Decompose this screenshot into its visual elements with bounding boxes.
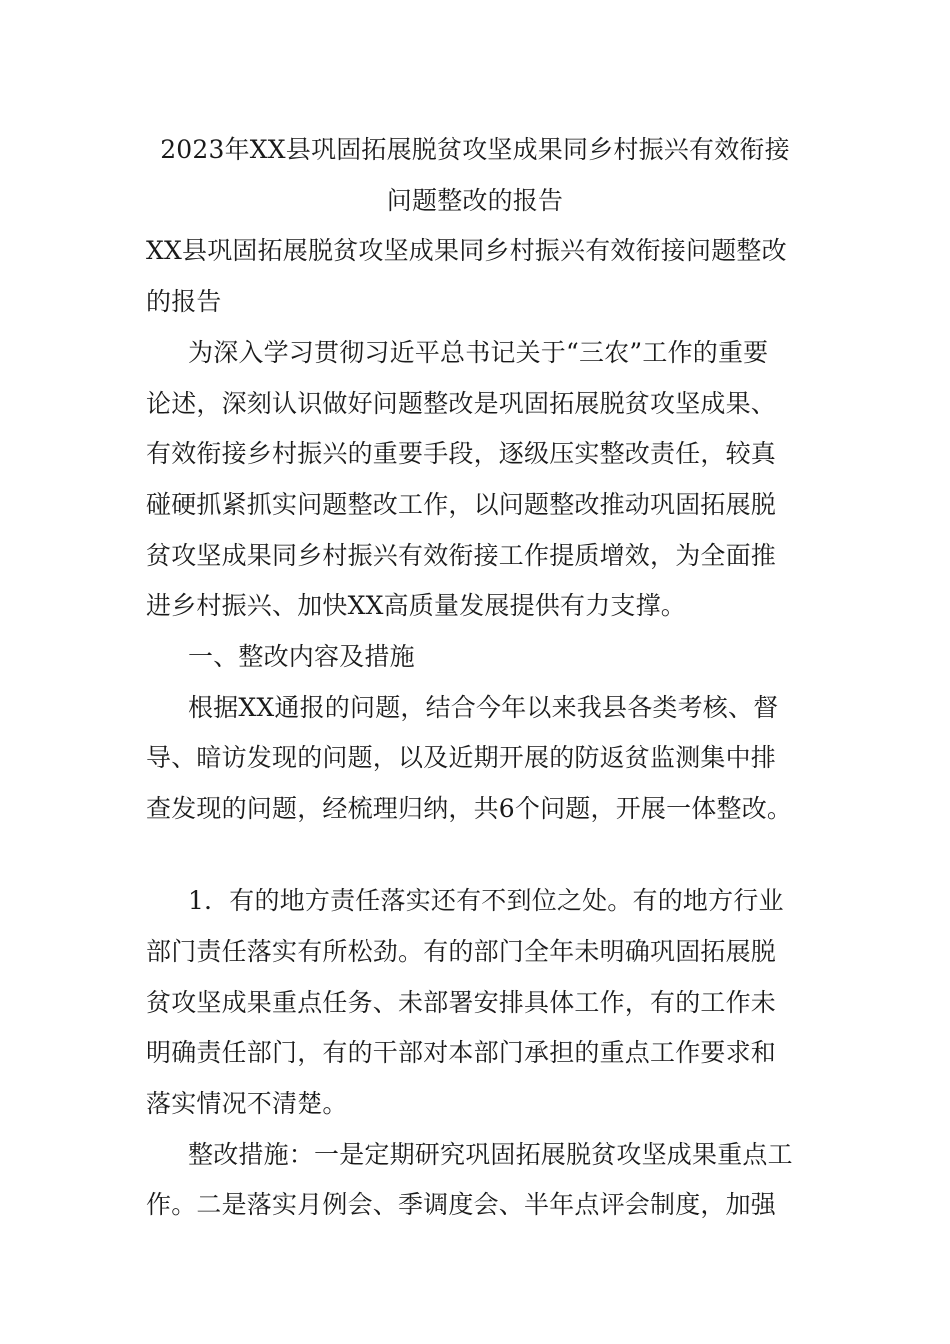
title-line-1: 2023年XX县巩固拓展脱贫攻坚成果同乡村振兴有效衔接 — [160, 135, 790, 164]
measures-line-1: 整改措施：一是定期研究巩固拓展脱贫攻坚成果重点工 — [188, 1140, 793, 1169]
item1-line-3: 贫攻坚成果重点任务、未部署安排具体工作，有的工作未 — [146, 988, 777, 1017]
item1-line-2: 部门责任落实有所松劲。有的部门全年未明确巩固拓展脱 — [146, 937, 777, 966]
item1-line-5: 落实情况不清楚。 — [146, 1089, 348, 1118]
intro-line-6: 进乡村振兴、加快XX高质量发展提供有力支撑。 — [146, 591, 686, 620]
basis-line-1: 根据XX通报的问题，结合今年以来我县各类考核、督 — [188, 693, 779, 722]
basis-line-2: 导、暗访发现的问题，以及近期开展的防返贫监测集中排 — [146, 743, 777, 772]
subtitle-line-1: XX县巩固拓展脱贫攻坚成果同乡村振兴有效衔接问题整改 — [146, 236, 787, 265]
item1-line-4: 明确责任部门，有的干部对本部门承担的重点工作要求和 — [146, 1038, 777, 1067]
section-heading: 一、整改内容及措施 — [188, 642, 415, 671]
intro-line-1: 为深入学习贯彻习近平总书记关于“三农”工作的重要 — [188, 338, 769, 367]
basis-line-3: 查发现的问题，经梳理归纳，共6个问题，开展一体整改。 — [146, 794, 793, 823]
subtitle-line-2: 的报告 — [146, 287, 222, 316]
intro-line-2: 论述，深刻认识做好问题整改是巩固拓展脱贫攻坚成果、 — [146, 389, 777, 418]
title-line-2: 问题整改的报告 — [386, 186, 564, 215]
intro-line-5: 贫攻坚成果同乡村振兴有效衔接工作提质增效，为全面推 — [146, 541, 777, 570]
item1-line-1: 1．有的地方责任落实还有不到位之处。有的地方行业 — [188, 886, 784, 915]
intro-line-3: 有效衔接乡村振兴的重要手段，逐级压实整改责任，较真 — [146, 439, 777, 468]
intro-line-4: 碰硬抓紧抓实问题整改工作，以问题整改推动巩固拓展脱 — [146, 490, 777, 519]
measures-line-2: 作。二是落实月例会、季调度会、半年点评会制度，加强 — [146, 1190, 777, 1219]
